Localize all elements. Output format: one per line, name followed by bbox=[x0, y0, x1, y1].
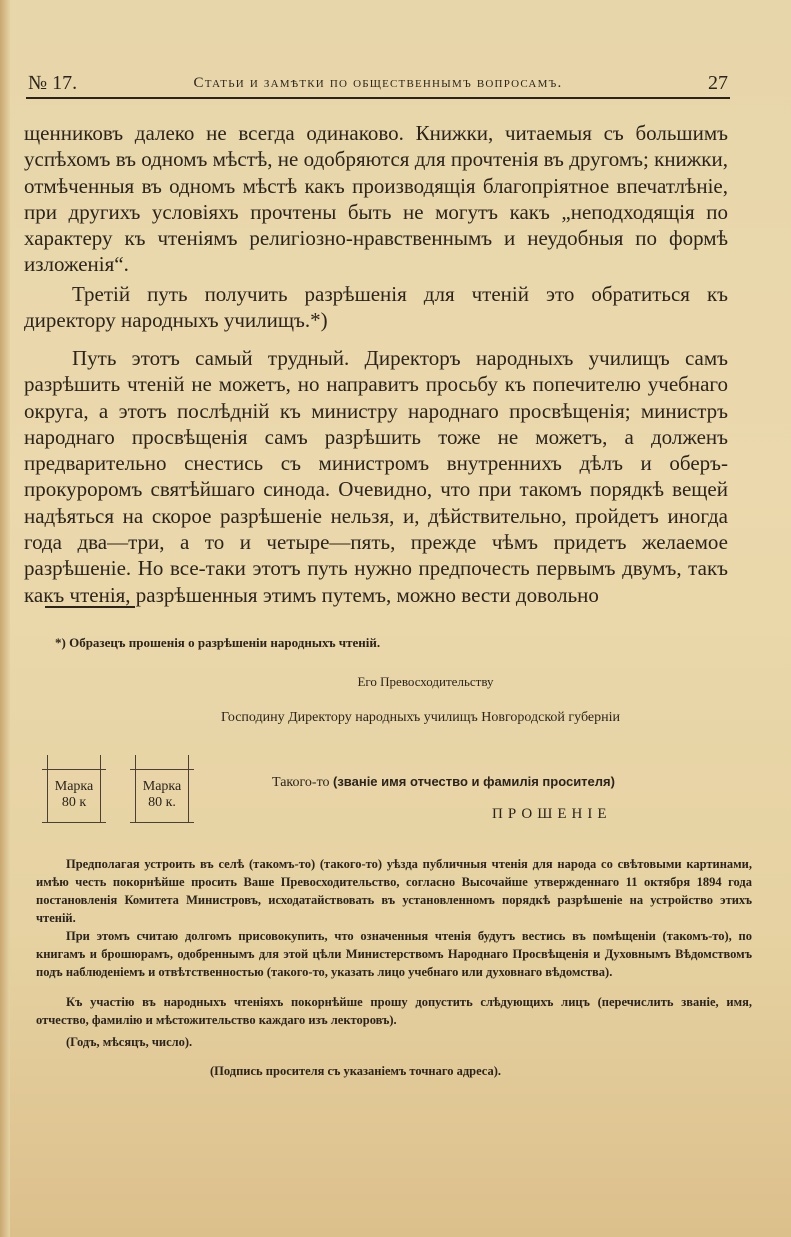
petition-paragraph-2: При этомъ считаю долгомъ присовокупить, что означенныя чтенія будутъ вестись въ помѣщеніи (такомъ-то), по книгамъ и брошюрамъ, одобреннымъ для этой цѣли Министерствомъ Народнаго Просвѣщенія и Духовнымъ Вѣдомствомъ подъ наблюденіемъ и отвѣтственностью (такого-то, указать лицо учебнаго или духовнаго вѣдомства). bbox=[36, 929, 752, 979]
issue-number: № 17. bbox=[28, 72, 78, 94]
body-paragraph-2: Третій путь получить разрѣшенія для чтеній это обратиться къ директору народныхъ училищъ.*) bbox=[24, 282, 728, 333]
stamp-label-1: Марка 80 к bbox=[54, 779, 94, 810]
stamp-box-2 bbox=[135, 755, 189, 823]
petition-paragraph-1: Предполагая устроить въ селѣ (такомъ-то) (такого-то) уѣзда публичныя чтенія для народа со свѣтовыми картинами, имѣю честь покорнѣйше просить Ваше Превосходительство, согласно Высочайше утвержденнаго 11 октября 1894 года постановленія Комитета Министровъ, исходатайствовать въ установленномъ порядкѣ разрѣшеніе на устройство этихъ чтеній. bbox=[36, 857, 752, 925]
petition-title: ПРОШЕНІЕ bbox=[492, 806, 612, 822]
stamp-box-1 bbox=[47, 755, 101, 823]
addressee-line-2: Господину Директору народныхъ училищъ Новгородской губерніи bbox=[220, 710, 621, 725]
header-rule bbox=[26, 97, 730, 99]
running-header bbox=[28, 72, 728, 98]
footnote-rule bbox=[45, 606, 135, 608]
petitioner-plain: Такого-то bbox=[272, 775, 330, 790]
stamp-label-2: Марка 80 к. bbox=[142, 779, 182, 810]
body-paragraph-1: щенниковъ далеко не всегда одинаково. Книжки, читаемыя съ большимъ успѣхомъ въ одномъ мѣстѣ, не одобряются для прочтенія въ другомъ; книжки, отмѣченныя въ одномъ мѣстѣ какъ производящія благопріятное впечатлѣніе, при другихъ условіяхъ прочтены быть не могутъ какъ „неподходящія по характеру къ чтеніямъ религіозно-нравственнымъ и неудобныя по формѣ изложенія“. bbox=[24, 121, 728, 277]
addressee-line-1: Его Превосходительству bbox=[357, 674, 494, 689]
body-paragraph-3: Путь этотъ самый трудный. Директоръ народныхъ училищъ самъ разрѣшить чтеній не можетъ, но направитъ просьбу къ попечителю учебнаго округа, а этотъ послѣдній къ министру народнаго просвѣщенія; министръ народнаго просвѣщенія самъ разрѣшить тоже не можетъ, а долженъ предварительно снестись съ министромъ внутреннихъ дѣлъ и оберъ-прокуроромъ святѣйшаго синода. Очевидно, что при такомъ порядкѣ вещей надѣяться на скорое разрѣшеніе нельзя, и, дѣйствительно, пройдетъ иногда года два—три, а то и четыре—пять, прежде чѣмъ придетъ желаемое разрѣшеніе. Но все-таки этотъ путь нужно предпочесть первымъ двумъ, такъ какъ чтенія, разрѣшенныя этимъ путемъ, можно вести довольно bbox=[24, 346, 728, 607]
footnote-heading: *) Образецъ прошенія о разрѣшеніи народныхъ чтеній. bbox=[55, 635, 381, 650]
section-title: Статьи и замѣтки по общественнымъ вопросамъ. bbox=[193, 75, 563, 91]
petitioner-line bbox=[272, 774, 615, 791]
petition-signature-line: (Подпись просителя съ указаніемъ точнаго адреса). bbox=[210, 1064, 502, 1078]
petition-paragraph-3: Къ участію въ народныхъ чтеніяхъ покорнѣйше прошу допустить слѣдующихъ лицъ (перечислить званіе, имя, отчество, фамилію и мѣстожительство каждаго изъ лекторовъ). bbox=[36, 995, 752, 1027]
petition-date-line: (Годъ, мѣсяцъ, число). bbox=[66, 1035, 193, 1049]
petitioner-bold: (званіе имя отчество и фамилія просителя) bbox=[333, 774, 615, 789]
page-binding-edge bbox=[0, 0, 10, 1237]
page-number: 27 bbox=[708, 72, 728, 94]
